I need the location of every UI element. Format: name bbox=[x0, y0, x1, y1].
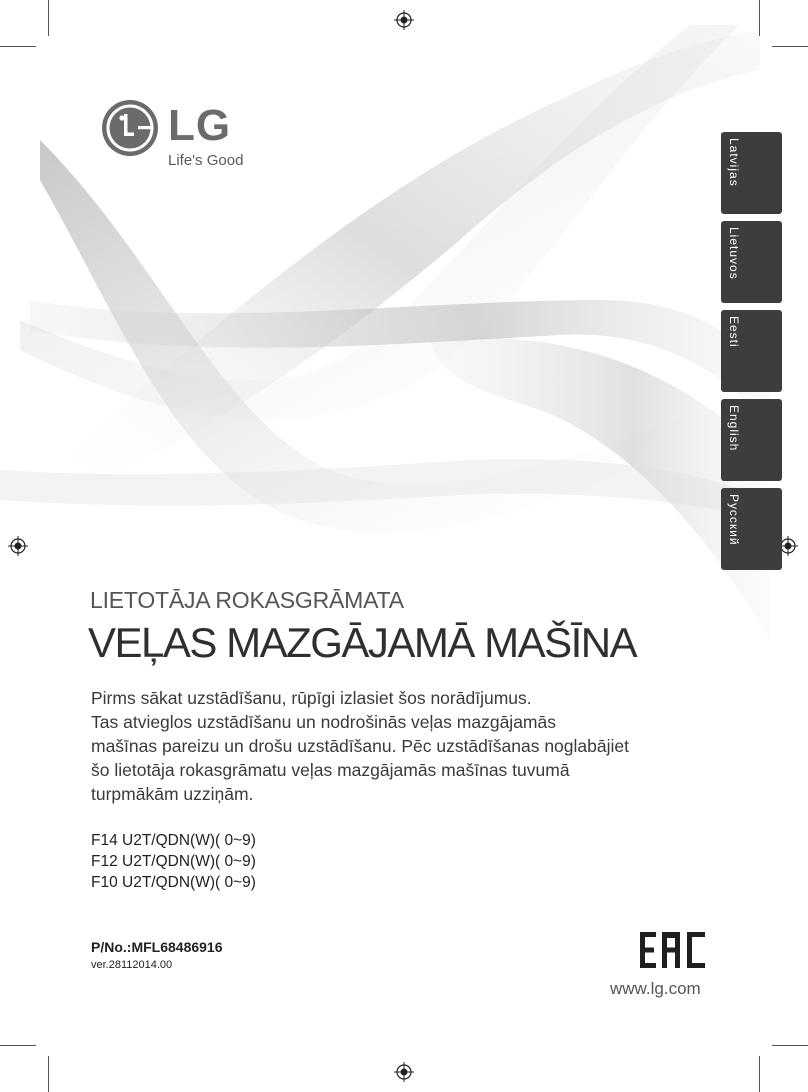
language-tab-label: Eesti bbox=[727, 316, 741, 348]
language-tab-latvian[interactable] bbox=[721, 132, 782, 214]
brand-slogan: Life's Good bbox=[168, 152, 244, 169]
crop-mark bbox=[772, 1045, 808, 1046]
intro-line: mašīnas pareizu un drošu uzstādīšanu. Pēc uzstādīšanas noglabājiet bbox=[91, 736, 629, 756]
language-tab-label: Lietuvos bbox=[727, 227, 741, 280]
part-number: P/No.:MFL68486916 bbox=[91, 939, 223, 955]
model-number: F10 U2T/QDN(W)( 0~9) bbox=[91, 874, 256, 891]
language-tab-label: Русский bbox=[727, 494, 741, 546]
intro-line: šo lietotāja rokasgrāmatu veļas mazgājamās mašīnas tuvumā bbox=[91, 760, 570, 780]
eac-certification-icon bbox=[638, 930, 710, 970]
crop-mark bbox=[772, 46, 808, 47]
language-tab-lithuanian[interactable] bbox=[721, 221, 782, 303]
website-link[interactable]: www.lg.com bbox=[610, 979, 701, 998]
language-tab-label: English bbox=[727, 405, 741, 452]
language-tab-estonian[interactable] bbox=[721, 310, 782, 392]
intro-line: Tas atvieglos uzstādīšanu un nodrošinās veļas mazgājamās bbox=[91, 712, 556, 732]
crop-mark bbox=[759, 1056, 760, 1092]
language-tab-label: Latvijas bbox=[727, 138, 741, 187]
crop-mark bbox=[0, 1045, 36, 1046]
intro-line: turpmākām uzziņām. bbox=[91, 784, 254, 804]
crop-mark bbox=[759, 0, 760, 36]
crop-mark bbox=[48, 1056, 49, 1092]
document-title: VEĻAS MAZGĀJAMĀ MAŠĪNA bbox=[88, 619, 637, 666]
language-tab-russian[interactable] bbox=[721, 488, 782, 570]
crop-mark bbox=[0, 46, 36, 47]
brand-wordmark: LG bbox=[168, 101, 232, 150]
model-number: F12 U2T/QDN(W)( 0~9) bbox=[91, 853, 256, 870]
intro-paragraph bbox=[91, 686, 701, 806]
model-number: F14 U2T/QDN(W)( 0~9) bbox=[91, 832, 256, 849]
lg-logo-icon bbox=[100, 98, 160, 158]
version-number: ver.28112014.00 bbox=[91, 959, 173, 971]
registration-mark-icon bbox=[394, 10, 414, 30]
registration-mark-icon bbox=[394, 1062, 414, 1082]
crop-mark bbox=[48, 0, 49, 36]
language-tab-english[interactable] bbox=[721, 399, 782, 481]
intro-line: Pirms sākat uzstādīšanu, rūpīgi izlasiet šos norādījumus. bbox=[91, 688, 532, 708]
model-list bbox=[91, 830, 256, 893]
document-subtitle: LIETOTĀJA ROKASGRĀMATA bbox=[90, 587, 404, 613]
registration-mark-icon bbox=[8, 536, 28, 556]
